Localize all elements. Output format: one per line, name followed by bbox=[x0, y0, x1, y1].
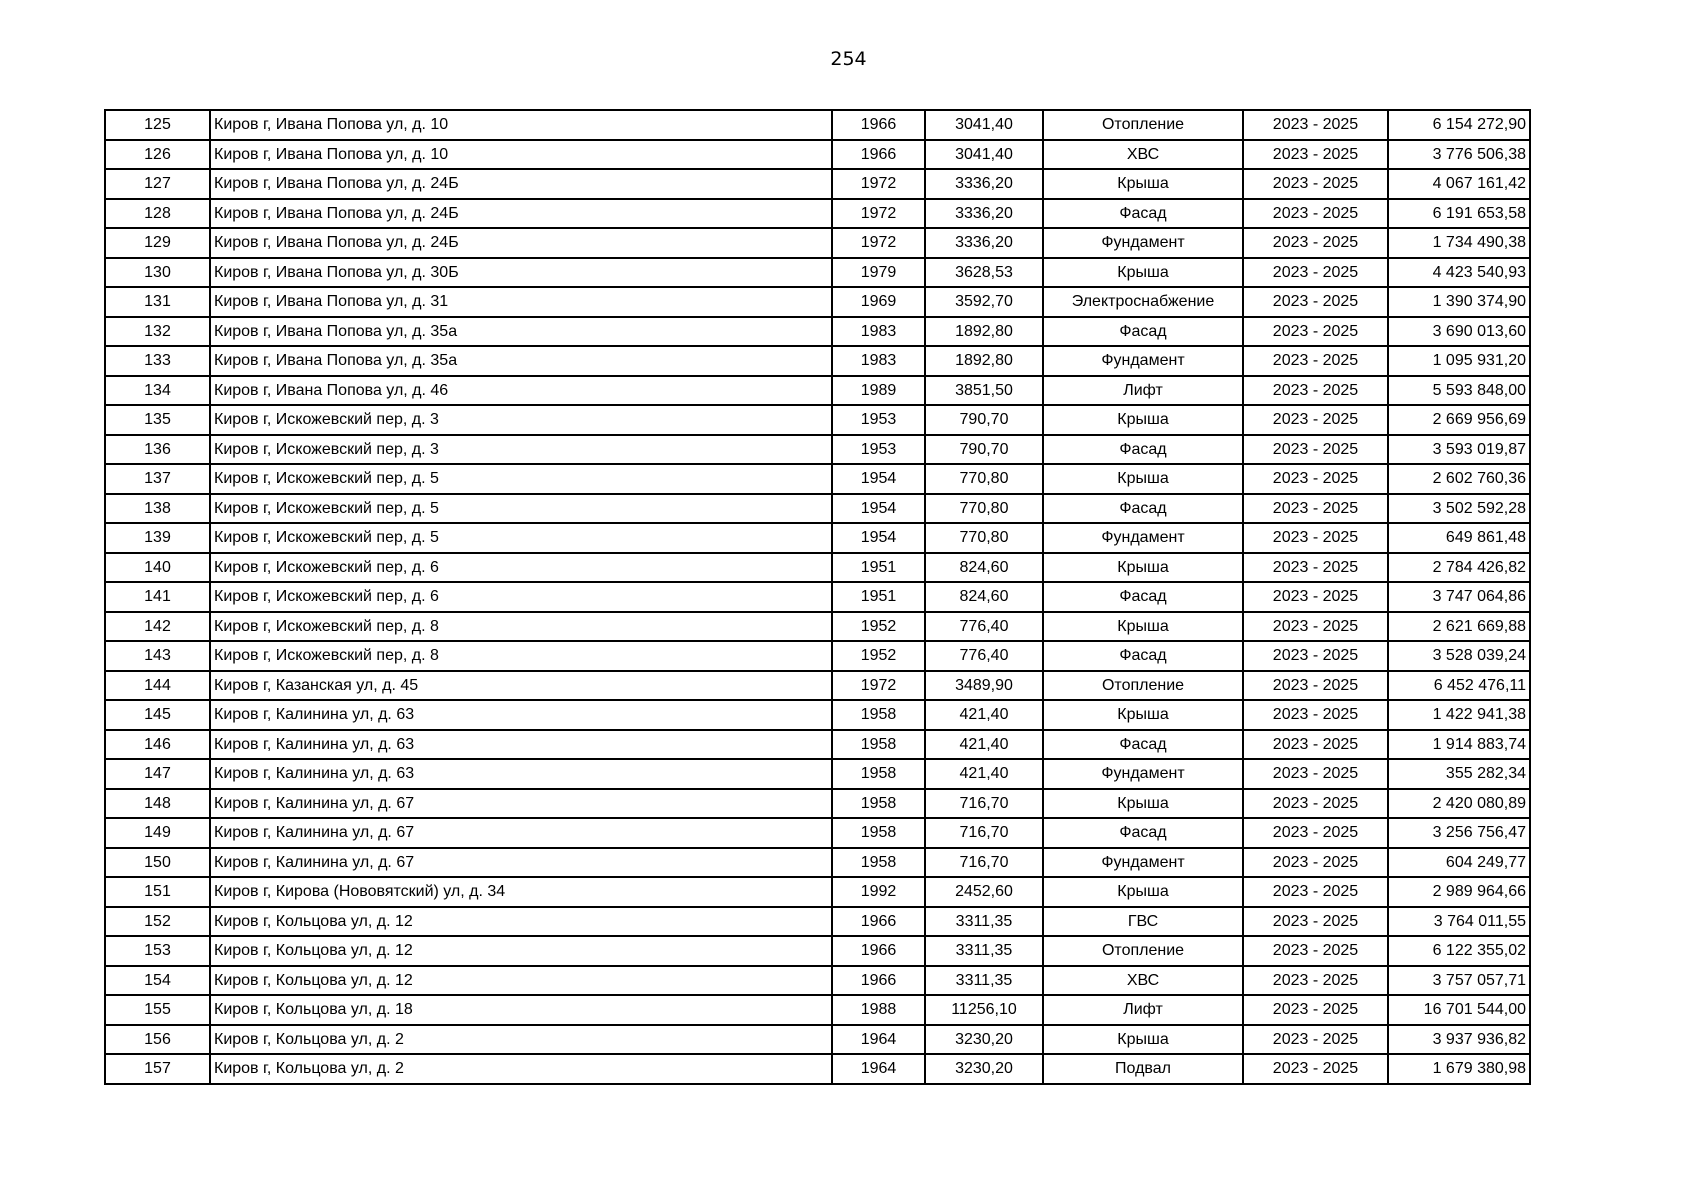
area-cell: 421,40 bbox=[925, 730, 1043, 760]
work-type-cell: Фасад bbox=[1043, 435, 1243, 465]
cost-cell: 2 420 080,89 bbox=[1388, 789, 1530, 819]
address-cell: Киров г, Ивана Попова ул, д. 31 bbox=[210, 287, 832, 317]
cost-cell: 3 593 019,87 bbox=[1388, 435, 1530, 465]
address-cell: Киров г, Ивана Попова ул, д. 46 bbox=[210, 376, 832, 406]
build-year-cell: 1958 bbox=[832, 818, 925, 848]
area-cell: 3851,50 bbox=[925, 376, 1043, 406]
address-cell: Киров г, Ивана Попова ул, д. 10 bbox=[210, 110, 832, 140]
row-number-cell: 144 bbox=[105, 671, 210, 701]
work-type-cell: Фундамент bbox=[1043, 848, 1243, 878]
table-row bbox=[105, 435, 1530, 465]
area-cell: 421,40 bbox=[925, 700, 1043, 730]
row-number-cell: 141 bbox=[105, 582, 210, 612]
table-row bbox=[105, 848, 1530, 878]
work-type-cell: Фундамент bbox=[1043, 346, 1243, 376]
build-year-cell: 1954 bbox=[832, 464, 925, 494]
table-row bbox=[105, 818, 1530, 848]
work-type-cell: Крыша bbox=[1043, 789, 1243, 819]
cost-cell: 1 914 883,74 bbox=[1388, 730, 1530, 760]
row-number-cell: 149 bbox=[105, 818, 210, 848]
table-row bbox=[105, 1054, 1530, 1084]
table-row bbox=[105, 789, 1530, 819]
table-row bbox=[105, 553, 1530, 583]
build-year-cell: 1951 bbox=[832, 553, 925, 583]
build-year-cell: 1983 bbox=[832, 317, 925, 347]
cost-cell: 2 621 669,88 bbox=[1388, 612, 1530, 642]
build-year-cell: 1958 bbox=[832, 759, 925, 789]
work-type-cell: Фасад bbox=[1043, 730, 1243, 760]
period-cell: 2023 - 2025 bbox=[1243, 140, 1388, 170]
address-cell: Киров г, Калинина ул, д. 67 bbox=[210, 818, 832, 848]
table-row bbox=[105, 582, 1530, 612]
period-cell: 2023 - 2025 bbox=[1243, 169, 1388, 199]
address-cell: Киров г, Кольцова ул, д. 2 bbox=[210, 1054, 832, 1084]
period-cell: 2023 - 2025 bbox=[1243, 287, 1388, 317]
area-cell: 2452,60 bbox=[925, 877, 1043, 907]
address-cell: Киров г, Искожевский пер, д. 3 bbox=[210, 405, 832, 435]
work-type-cell: Фундамент bbox=[1043, 523, 1243, 553]
work-type-cell: Крыша bbox=[1043, 1025, 1243, 1055]
cost-cell: 2 989 964,66 bbox=[1388, 877, 1530, 907]
work-type-cell: Крыша bbox=[1043, 405, 1243, 435]
address-cell: Киров г, Калинина ул, д. 67 bbox=[210, 789, 832, 819]
cost-cell: 3 757 057,71 bbox=[1388, 966, 1530, 996]
registry-table-body bbox=[105, 110, 1530, 1084]
table-row bbox=[105, 258, 1530, 288]
build-year-cell: 1958 bbox=[832, 700, 925, 730]
period-cell: 2023 - 2025 bbox=[1243, 966, 1388, 996]
table-row bbox=[105, 641, 1530, 671]
period-cell: 2023 - 2025 bbox=[1243, 789, 1388, 819]
table-row bbox=[105, 907, 1530, 937]
row-number-cell: 151 bbox=[105, 877, 210, 907]
cost-cell: 604 249,77 bbox=[1388, 848, 1530, 878]
build-year-cell: 1992 bbox=[832, 877, 925, 907]
row-number-cell: 156 bbox=[105, 1025, 210, 1055]
work-type-cell: Крыша bbox=[1043, 877, 1243, 907]
period-cell: 2023 - 2025 bbox=[1243, 405, 1388, 435]
period-cell: 2023 - 2025 bbox=[1243, 258, 1388, 288]
work-type-cell: Фасад bbox=[1043, 199, 1243, 229]
table-row bbox=[105, 405, 1530, 435]
cost-cell: 5 593 848,00 bbox=[1388, 376, 1530, 406]
build-year-cell: 1954 bbox=[832, 494, 925, 524]
cost-cell: 4 067 161,42 bbox=[1388, 169, 1530, 199]
cost-cell: 1 422 941,38 bbox=[1388, 700, 1530, 730]
area-cell: 3336,20 bbox=[925, 199, 1043, 229]
area-cell: 770,80 bbox=[925, 494, 1043, 524]
cost-cell: 6 122 355,02 bbox=[1388, 936, 1530, 966]
period-cell: 2023 - 2025 bbox=[1243, 523, 1388, 553]
table-row bbox=[105, 494, 1530, 524]
cost-cell: 2 784 426,82 bbox=[1388, 553, 1530, 583]
row-number-cell: 145 bbox=[105, 700, 210, 730]
row-number-cell: 132 bbox=[105, 317, 210, 347]
cost-cell: 649 861,48 bbox=[1388, 523, 1530, 553]
address-cell: Киров г, Казанская ул, д. 45 bbox=[210, 671, 832, 701]
cost-cell: 1 679 380,98 bbox=[1388, 1054, 1530, 1084]
table-row bbox=[105, 966, 1530, 996]
work-type-cell: Крыша bbox=[1043, 700, 1243, 730]
area-cell: 11256,10 bbox=[925, 995, 1043, 1025]
address-cell: Киров г, Кирова (Нововятский) ул, д. 34 bbox=[210, 877, 832, 907]
period-cell: 2023 - 2025 bbox=[1243, 730, 1388, 760]
area-cell: 3336,20 bbox=[925, 228, 1043, 258]
table-row bbox=[105, 612, 1530, 642]
cost-cell: 16 701 544,00 bbox=[1388, 995, 1530, 1025]
build-year-cell: 1966 bbox=[832, 907, 925, 937]
area-cell: 3489,90 bbox=[925, 671, 1043, 701]
build-year-cell: 1954 bbox=[832, 523, 925, 553]
address-cell: Киров г, Ивана Попова ул, д. 35а bbox=[210, 317, 832, 347]
build-year-cell: 1966 bbox=[832, 140, 925, 170]
address-cell: Киров г, Калинина ул, д. 67 bbox=[210, 848, 832, 878]
address-cell: Киров г, Искожевский пер, д. 3 bbox=[210, 435, 832, 465]
period-cell: 2023 - 2025 bbox=[1243, 936, 1388, 966]
row-number-cell: 125 bbox=[105, 110, 210, 140]
address-cell: Киров г, Кольцова ул, д. 12 bbox=[210, 936, 832, 966]
period-cell: 2023 - 2025 bbox=[1243, 346, 1388, 376]
area-cell: 716,70 bbox=[925, 789, 1043, 819]
period-cell: 2023 - 2025 bbox=[1243, 877, 1388, 907]
area-cell: 3041,40 bbox=[925, 140, 1043, 170]
build-year-cell: 1988 bbox=[832, 995, 925, 1025]
work-type-cell: Электроснабжение bbox=[1043, 287, 1243, 317]
period-cell: 2023 - 2025 bbox=[1243, 700, 1388, 730]
build-year-cell: 1966 bbox=[832, 936, 925, 966]
period-cell: 2023 - 2025 bbox=[1243, 435, 1388, 465]
period-cell: 2023 - 2025 bbox=[1243, 1025, 1388, 1055]
row-number-cell: 153 bbox=[105, 936, 210, 966]
table-row bbox=[105, 1025, 1530, 1055]
area-cell: 3311,35 bbox=[925, 966, 1043, 996]
work-type-cell: ХВС bbox=[1043, 140, 1243, 170]
table-row bbox=[105, 317, 1530, 347]
period-cell: 2023 - 2025 bbox=[1243, 759, 1388, 789]
cost-cell: 2 669 956,69 bbox=[1388, 405, 1530, 435]
address-cell: Киров г, Ивана Попова ул, д. 24Б bbox=[210, 169, 832, 199]
cost-cell: 3 256 756,47 bbox=[1388, 818, 1530, 848]
cost-cell: 1 390 374,90 bbox=[1388, 287, 1530, 317]
cost-cell: 3 747 064,86 bbox=[1388, 582, 1530, 612]
work-type-cell: Крыша bbox=[1043, 553, 1243, 583]
row-number-cell: 134 bbox=[105, 376, 210, 406]
row-number-cell: 129 bbox=[105, 228, 210, 258]
work-type-cell: Фасад bbox=[1043, 494, 1243, 524]
cost-cell: 1 095 931,20 bbox=[1388, 346, 1530, 376]
cost-cell: 4 423 540,93 bbox=[1388, 258, 1530, 288]
build-year-cell: 1983 bbox=[832, 346, 925, 376]
row-number-cell: 154 bbox=[105, 966, 210, 996]
cost-cell: 3 764 011,55 bbox=[1388, 907, 1530, 937]
table-row bbox=[105, 730, 1530, 760]
area-cell: 3311,35 bbox=[925, 907, 1043, 937]
cost-cell: 3 528 039,24 bbox=[1388, 641, 1530, 671]
area-cell: 716,70 bbox=[925, 848, 1043, 878]
build-year-cell: 1972 bbox=[832, 199, 925, 229]
build-year-cell: 1966 bbox=[832, 110, 925, 140]
address-cell: Киров г, Кольцова ул, д. 2 bbox=[210, 1025, 832, 1055]
row-number-cell: 143 bbox=[105, 641, 210, 671]
cost-cell: 3 776 506,38 bbox=[1388, 140, 1530, 170]
row-number-cell: 137 bbox=[105, 464, 210, 494]
row-number-cell: 128 bbox=[105, 199, 210, 229]
table-row bbox=[105, 671, 1530, 701]
table-row bbox=[105, 995, 1530, 1025]
build-year-cell: 1952 bbox=[832, 641, 925, 671]
address-cell: Киров г, Кольцова ул, д. 12 bbox=[210, 907, 832, 937]
table-row bbox=[105, 700, 1530, 730]
table-row bbox=[105, 169, 1530, 199]
build-year-cell: 1964 bbox=[832, 1025, 925, 1055]
repair-registry-table bbox=[104, 109, 1531, 1085]
row-number-cell: 147 bbox=[105, 759, 210, 789]
cost-cell: 3 502 592,28 bbox=[1388, 494, 1530, 524]
period-cell: 2023 - 2025 bbox=[1243, 376, 1388, 406]
area-cell: 3336,20 bbox=[925, 169, 1043, 199]
work-type-cell: Отопление bbox=[1043, 110, 1243, 140]
work-type-cell: Фасад bbox=[1043, 582, 1243, 612]
page-number: 254 bbox=[830, 48, 867, 70]
build-year-cell: 1958 bbox=[832, 730, 925, 760]
address-cell: Киров г, Ивана Попова ул, д. 30Б bbox=[210, 258, 832, 288]
address-cell: Киров г, Кольцова ул, д. 18 bbox=[210, 995, 832, 1025]
address-cell: Киров г, Калинина ул, д. 63 bbox=[210, 759, 832, 789]
area-cell: 1892,80 bbox=[925, 346, 1043, 376]
row-number-cell: 139 bbox=[105, 523, 210, 553]
work-type-cell: Отопление bbox=[1043, 936, 1243, 966]
build-year-cell: 1951 bbox=[832, 582, 925, 612]
row-number-cell: 152 bbox=[105, 907, 210, 937]
address-cell: Киров г, Ивана Попова ул, д. 35а bbox=[210, 346, 832, 376]
build-year-cell: 1979 bbox=[832, 258, 925, 288]
period-cell: 2023 - 2025 bbox=[1243, 110, 1388, 140]
row-number-cell: 140 bbox=[105, 553, 210, 583]
cost-cell: 355 282,34 bbox=[1388, 759, 1530, 789]
period-cell: 2023 - 2025 bbox=[1243, 464, 1388, 494]
address-cell: Киров г, Калинина ул, д. 63 bbox=[210, 730, 832, 760]
address-cell: Киров г, Искожевский пер, д. 5 bbox=[210, 494, 832, 524]
build-year-cell: 1972 bbox=[832, 228, 925, 258]
area-cell: 3311,35 bbox=[925, 936, 1043, 966]
address-cell: Киров г, Ивана Попова ул, д. 10 bbox=[210, 140, 832, 170]
cost-cell: 3 937 936,82 bbox=[1388, 1025, 1530, 1055]
work-type-cell: Крыша bbox=[1043, 169, 1243, 199]
address-cell: Киров г, Искожевский пер, д. 6 bbox=[210, 553, 832, 583]
address-cell: Киров г, Искожевский пер, д. 5 bbox=[210, 464, 832, 494]
area-cell: 3592,70 bbox=[925, 287, 1043, 317]
work-type-cell: Крыша bbox=[1043, 258, 1243, 288]
period-cell: 2023 - 2025 bbox=[1243, 818, 1388, 848]
cost-cell: 6 154 272,90 bbox=[1388, 110, 1530, 140]
build-year-cell: 1964 bbox=[832, 1054, 925, 1084]
area-cell: 824,60 bbox=[925, 582, 1043, 612]
area-cell: 421,40 bbox=[925, 759, 1043, 789]
area-cell: 776,40 bbox=[925, 612, 1043, 642]
period-cell: 2023 - 2025 bbox=[1243, 317, 1388, 347]
row-number-cell: 131 bbox=[105, 287, 210, 317]
table-row bbox=[105, 376, 1530, 406]
work-type-cell: ХВС bbox=[1043, 966, 1243, 996]
table-row bbox=[105, 140, 1530, 170]
period-cell: 2023 - 2025 bbox=[1243, 553, 1388, 583]
cost-cell: 2 602 760,36 bbox=[1388, 464, 1530, 494]
address-cell: Киров г, Ивана Попова ул, д. 24Б bbox=[210, 228, 832, 258]
table-row bbox=[105, 228, 1530, 258]
build-year-cell: 1958 bbox=[832, 789, 925, 819]
work-type-cell: Крыша bbox=[1043, 464, 1243, 494]
period-cell: 2023 - 2025 bbox=[1243, 494, 1388, 524]
row-number-cell: 127 bbox=[105, 169, 210, 199]
build-year-cell: 1953 bbox=[832, 435, 925, 465]
area-cell: 770,80 bbox=[925, 523, 1043, 553]
address-cell: Киров г, Кольцова ул, д. 12 bbox=[210, 966, 832, 996]
table-row bbox=[105, 287, 1530, 317]
row-number-cell: 146 bbox=[105, 730, 210, 760]
area-cell: 770,80 bbox=[925, 464, 1043, 494]
table-row bbox=[105, 877, 1530, 907]
row-number-cell: 135 bbox=[105, 405, 210, 435]
row-number-cell: 138 bbox=[105, 494, 210, 524]
address-cell: Киров г, Ивана Попова ул, д. 24Б bbox=[210, 199, 832, 229]
row-number-cell: 142 bbox=[105, 612, 210, 642]
address-cell: Киров г, Искожевский пер, д. 8 bbox=[210, 612, 832, 642]
area-cell: 3041,40 bbox=[925, 110, 1043, 140]
build-year-cell: 1972 bbox=[832, 671, 925, 701]
build-year-cell: 1989 bbox=[832, 376, 925, 406]
period-cell: 2023 - 2025 bbox=[1243, 582, 1388, 612]
period-cell: 2023 - 2025 bbox=[1243, 228, 1388, 258]
row-number-cell: 148 bbox=[105, 789, 210, 819]
period-cell: 2023 - 2025 bbox=[1243, 671, 1388, 701]
row-number-cell: 157 bbox=[105, 1054, 210, 1084]
period-cell: 2023 - 2025 bbox=[1243, 907, 1388, 937]
period-cell: 2023 - 2025 bbox=[1243, 199, 1388, 229]
area-cell: 3628,53 bbox=[925, 258, 1043, 288]
row-number-cell: 150 bbox=[105, 848, 210, 878]
work-type-cell: Лифт bbox=[1043, 376, 1243, 406]
cost-cell: 3 690 013,60 bbox=[1388, 317, 1530, 347]
area-cell: 790,70 bbox=[925, 405, 1043, 435]
build-year-cell: 1953 bbox=[832, 405, 925, 435]
work-type-cell: Фасад bbox=[1043, 641, 1243, 671]
build-year-cell: 1966 bbox=[832, 966, 925, 996]
cost-cell: 6 191 653,58 bbox=[1388, 199, 1530, 229]
table-row bbox=[105, 759, 1530, 789]
row-number-cell: 130 bbox=[105, 258, 210, 288]
period-cell: 2023 - 2025 bbox=[1243, 848, 1388, 878]
address-cell: Киров г, Искожевский пер, д. 6 bbox=[210, 582, 832, 612]
work-type-cell: Крыша bbox=[1043, 612, 1243, 642]
row-number-cell: 126 bbox=[105, 140, 210, 170]
work-type-cell: Фасад bbox=[1043, 317, 1243, 347]
cost-cell: 6 452 476,11 bbox=[1388, 671, 1530, 701]
row-number-cell: 155 bbox=[105, 995, 210, 1025]
area-cell: 776,40 bbox=[925, 641, 1043, 671]
table-row bbox=[105, 464, 1530, 494]
address-cell: Киров г, Искожевский пер, д. 5 bbox=[210, 523, 832, 553]
period-cell: 2023 - 2025 bbox=[1243, 995, 1388, 1025]
area-cell: 790,70 bbox=[925, 435, 1043, 465]
work-type-cell: Фасад bbox=[1043, 818, 1243, 848]
work-type-cell: Лифт bbox=[1043, 995, 1243, 1025]
period-cell: 2023 - 2025 bbox=[1243, 612, 1388, 642]
work-type-cell: ГВС bbox=[1043, 907, 1243, 937]
area-cell: 3230,20 bbox=[925, 1025, 1043, 1055]
table-row bbox=[105, 199, 1530, 229]
work-type-cell: Подвал bbox=[1043, 1054, 1243, 1084]
build-year-cell: 1969 bbox=[832, 287, 925, 317]
work-type-cell: Фундамент bbox=[1043, 228, 1243, 258]
build-year-cell: 1952 bbox=[832, 612, 925, 642]
build-year-cell: 1972 bbox=[832, 169, 925, 199]
work-type-cell: Отопление bbox=[1043, 671, 1243, 701]
row-number-cell: 136 bbox=[105, 435, 210, 465]
period-cell: 2023 - 2025 bbox=[1243, 1054, 1388, 1084]
table-row bbox=[105, 936, 1530, 966]
area-cell: 1892,80 bbox=[925, 317, 1043, 347]
area-cell: 3230,20 bbox=[925, 1054, 1043, 1084]
build-year-cell: 1958 bbox=[832, 848, 925, 878]
table-row bbox=[105, 523, 1530, 553]
row-number-cell: 133 bbox=[105, 346, 210, 376]
area-cell: 824,60 bbox=[925, 553, 1043, 583]
address-cell: Киров г, Искожевский пер, д. 8 bbox=[210, 641, 832, 671]
address-cell: Киров г, Калинина ул, д. 63 bbox=[210, 700, 832, 730]
period-cell: 2023 - 2025 bbox=[1243, 641, 1388, 671]
cost-cell: 1 734 490,38 bbox=[1388, 228, 1530, 258]
table-row bbox=[105, 346, 1530, 376]
area-cell: 716,70 bbox=[925, 818, 1043, 848]
table-row bbox=[105, 110, 1530, 140]
work-type-cell: Фундамент bbox=[1043, 759, 1243, 789]
